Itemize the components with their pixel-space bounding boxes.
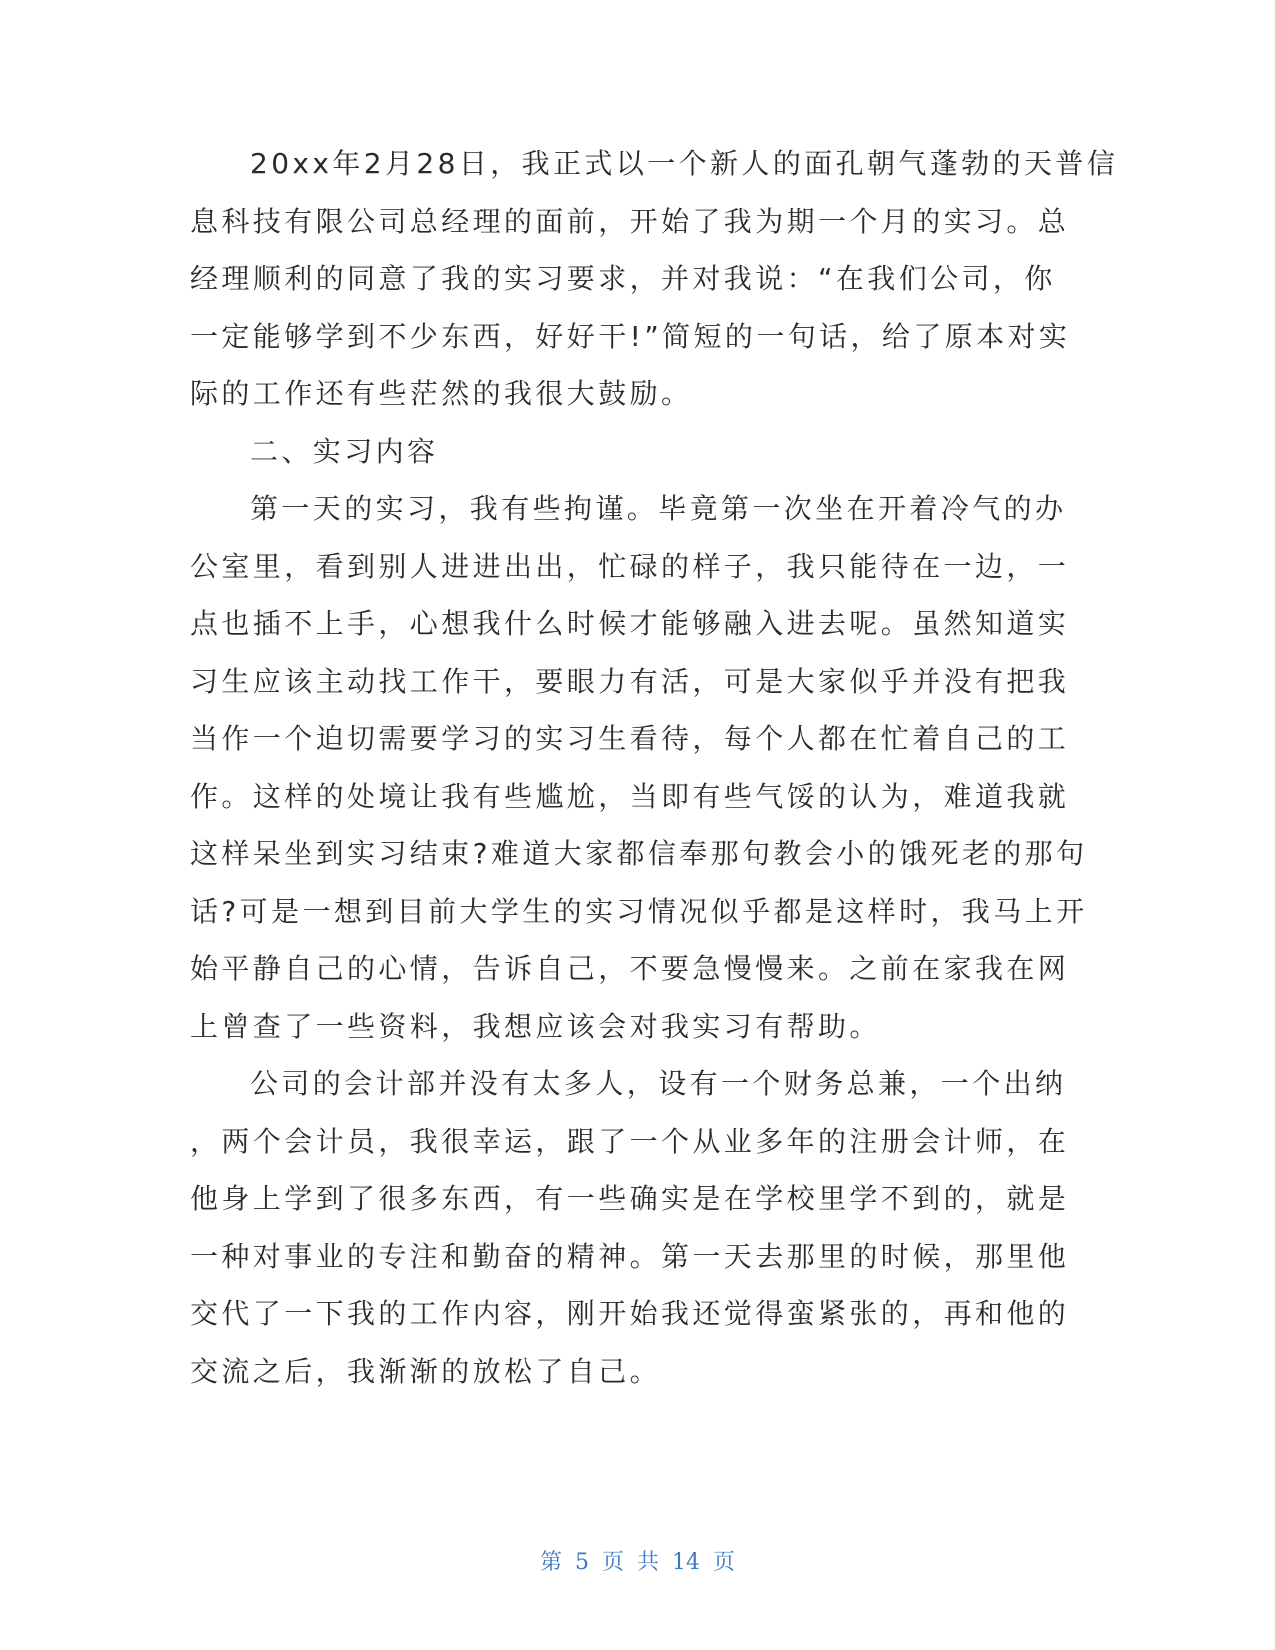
paragraph-line: 息科技有限公司总经理的面前，开始了我为期一个月的实习。总 (190, 205, 1070, 238)
page-footer (0, 1545, 1275, 1576)
paragraph-line: 作。这样的处境让我有些尴尬，当即有些气馁的认为，难道我就 (190, 780, 1070, 813)
paragraph-line: 公室里，看到别人进进出出，忙碌的样子，我只能待在一边，一 (190, 550, 1070, 583)
paragraph-line: 话?可是一想到目前大学生的实习情况似乎都是这样时，我马上开 (190, 895, 1088, 928)
paragraph-line: 际的工作还有些茫然的我很大鼓励。 (190, 377, 693, 410)
paragraph-line: 第一天的实习，我有些拘谨。毕竟第一次坐在开着冷气的办 (250, 492, 1067, 525)
paragraph-line: 20xx年2月28日，我正式以一个新人的面孔朝气蓬勃的天普信 (250, 147, 1119, 180)
paragraph-line: 一定能够学到不少东西，好好干!”简短的一句话，给了原本对实 (190, 320, 1071, 353)
paragraph-line: 交代了一下我的工作内容，刚开始我还觉得蛮紧张的，再和他的 (190, 1297, 1070, 1330)
footer-suffix: 页 (713, 1550, 736, 1575)
footer-prefix: 第 (539, 1550, 562, 1575)
paragraph-line: 交流之后，我渐渐的放松了自己。 (190, 1355, 662, 1388)
footer-total-pages: 14 (672, 1550, 701, 1575)
paragraph-line: 一种对事业的专注和勤奋的精神。第一天去那里的时候，那里他 (190, 1240, 1070, 1273)
paragraph-line: ，两个会计员，我很幸运，跟了一个从业多年的注册会计师，在 (190, 1125, 1070, 1158)
paragraph-line: 公司的会计部并没有太多人，设有一个财务总兼，一个出纳 (250, 1067, 1067, 1100)
section-heading: 二、实习内容 (250, 435, 439, 468)
paragraph-line: 这样呆坐到实习结束?难道大家都信奉那句教会小的饿死老的那句 (190, 837, 1088, 870)
paragraph-line: 上曾查了一些资料，我想应该会对我实习有帮助。 (190, 1010, 881, 1043)
paragraph-line: 当作一个迫切需要学习的实习生看待，每个人都在忙着自己的工 (190, 722, 1070, 755)
paragraph-line: 他身上学到了很多东西，有一些确实是在学校里学不到的，就是 (190, 1182, 1070, 1215)
paragraph-line: 经理顺利的同意了我的实习要求，并对我说：“在我们公司，你 (190, 262, 1056, 295)
paragraph-line: 点也插不上手，心想我什么时候才能够融入进去呢。虽然知道实 (190, 607, 1070, 640)
paragraph-line: 习生应该主动找工作干，要眼力有活，可是大家似乎并没有把我 (190, 665, 1070, 698)
footer-page-word: 页 (601, 1550, 624, 1575)
footer-total-word: 共 (637, 1550, 660, 1575)
footer-current-page: 5 (574, 1550, 589, 1575)
paragraph-line: 始平静自己的心情，告诉自己，不要急慢慢来。之前在家我在网 (190, 952, 1070, 985)
